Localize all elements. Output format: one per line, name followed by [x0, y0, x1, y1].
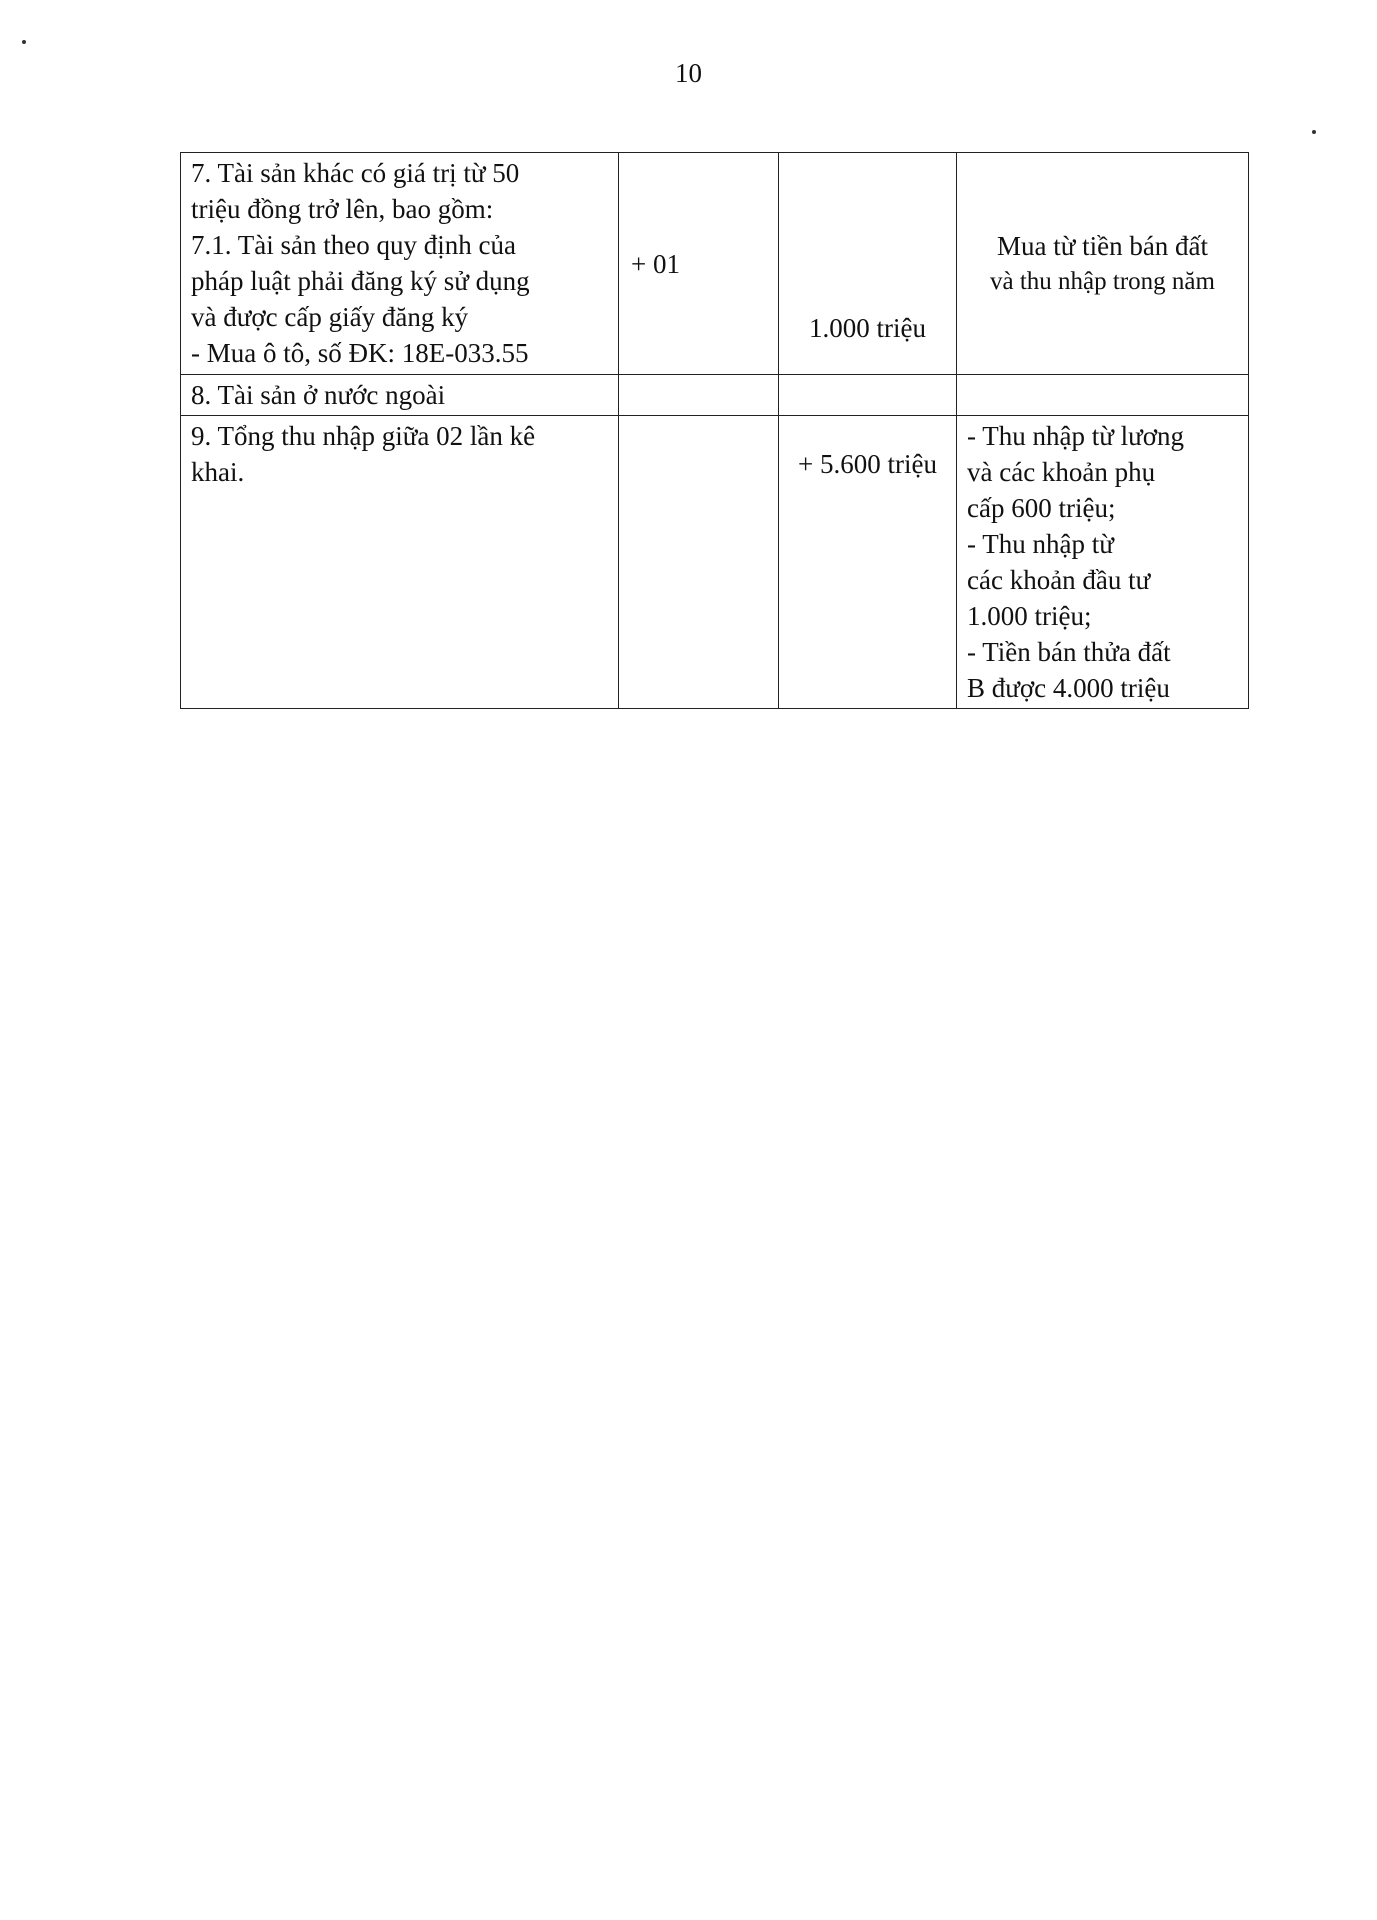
cell-line: 1.000 triệu; [967, 601, 1092, 631]
cell-line: triệu đồng trở lên, bao gồm: [191, 194, 494, 224]
cell-asset-description [181, 153, 619, 375]
cell-line: khai. [191, 457, 245, 487]
cell-line: và được cấp giấy đăng ký [191, 302, 469, 332]
cell-explanation [957, 416, 1249, 709]
page-number: 10 [675, 58, 702, 88]
scan-speck [22, 40, 26, 44]
cell-line: pháp luật phải đăng ký sử dụng [191, 266, 530, 296]
table-row-foreign-assets [181, 375, 1249, 416]
cell-line: 7.1. Tài sản theo quy định của [191, 230, 516, 260]
cell-line: 9. Tổng thu nhập giữa 02 lần kê [191, 421, 536, 451]
cell-quantity-change: + 01 [619, 153, 779, 375]
cell-line: B được 4.000 triệu [967, 673, 1170, 703]
cell-value-change: + 5.600 triệu [779, 416, 957, 709]
cell-line: Mua từ tiền bán đất [996, 230, 1209, 261]
table-row-total-income [181, 416, 1249, 709]
cell-line: và thu nhập trong năm [990, 267, 1215, 295]
cell-line: - Tiền bán thửa đất [967, 637, 1171, 667]
cell-asset-description [181, 416, 619, 709]
cell-line: - Mua ô tô, số ĐK: 18E-033.55 [191, 338, 529, 368]
cell-explanation [957, 153, 1249, 375]
cell-value-change [779, 375, 957, 416]
table-row-other-assets [181, 153, 1249, 375]
cell-line: và các khoản phụ [967, 457, 1156, 487]
cell-asset-description [181, 375, 619, 416]
cell-line: các khoản đầu tư [967, 565, 1151, 595]
cell-line: - Thu nhập từ lương [967, 421, 1185, 451]
cell-quantity-change [619, 375, 779, 416]
scan-speck [1312, 130, 1316, 134]
asset-declaration-table [180, 152, 1249, 709]
cell-explanation [957, 375, 1249, 416]
cell-line: - Thu nhập từ [967, 529, 1114, 559]
cell-value-change: 1.000 triệu [779, 153, 957, 375]
cell-line: 7. Tài sản khác có giá trị từ 50 [191, 158, 520, 188]
cell-quantity-change [619, 416, 779, 709]
cell-line: cấp 600 triệu; [967, 493, 1116, 523]
cell-line: 8. Tài sản ở nước ngoài [191, 380, 446, 410]
